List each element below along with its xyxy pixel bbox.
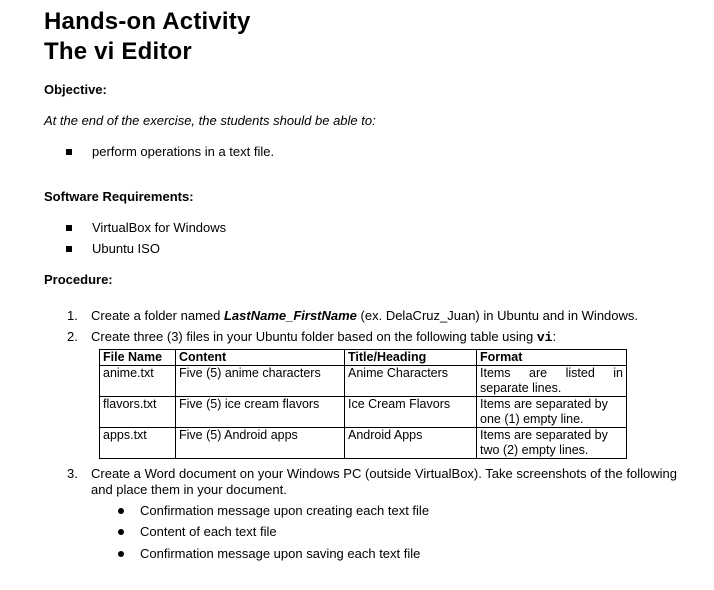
table-cell: Ice Cream Flavors [345, 397, 477, 428]
folder-name-example: LastName_FirstName [223, 308, 357, 323]
bullet-icon [118, 551, 124, 557]
square-bullet-icon [66, 149, 72, 155]
procedure-step-3: 3. Create a Word document on your Windows PC (outside VirtualBox). Take screenshots of the following and place them in your document. [67, 466, 677, 497]
column-header: File Name [100, 350, 176, 366]
procedure-step-1: 1. Create a folder named LastName_FirstName (ex. DelaCruz_Juan) in Ubuntu and in Windows. [67, 308, 639, 323]
screenshot-item: Confirmation message upon saving each text file [118, 546, 420, 561]
procedure-heading: Procedure: [44, 272, 113, 287]
objective-item: perform operations in a text file. [66, 144, 274, 159]
screenshot-item: Confirmation message upon creating each text file [118, 503, 429, 518]
column-header: Title/Heading [345, 350, 477, 366]
table-cell: Items are separated by two (2) empty lines. [477, 428, 627, 459]
objective-heading: Objective: [44, 82, 107, 97]
table-cell: apps.txt [100, 428, 176, 459]
procedure-step-2: 2. Create three (3) files in your Ubuntu folder based on the following table using vi: [67, 329, 557, 345]
vi-command: vi [536, 330, 553, 345]
table-row [100, 428, 627, 459]
screenshot-item: Content of each text file [118, 524, 277, 539]
square-bullet-icon [66, 225, 72, 231]
software-item: VirtualBox for Windows [66, 220, 226, 235]
column-header: Content [176, 350, 345, 366]
objective-intro: At the end of the exercise, the students should be able to: [44, 113, 376, 128]
table-cell: Items are separated by one (1) empty line. [477, 397, 627, 428]
table-cell: Five (5) ice cream flavors [176, 397, 345, 428]
bullet-icon [118, 529, 124, 535]
table-cell: Anime Characters [345, 366, 477, 397]
table-cell: Items are listed in separate lines. [477, 366, 627, 397]
table-header-row [100, 350, 627, 366]
step-3-text: Create a Word document on your Windows PC (outside VirtualBox). Take screenshots of the following and place them in your document. [91, 466, 677, 497]
column-header: Format [477, 350, 627, 366]
software-heading: Software Requirements: [44, 189, 194, 204]
files-table [99, 349, 627, 459]
square-bullet-icon [66, 246, 72, 252]
table-cell: Android Apps [345, 428, 477, 459]
document-title: Hands-on Activity [44, 8, 251, 35]
software-item: Ubuntu ISO [66, 241, 160, 256]
document-subtitle: The vi Editor [44, 38, 192, 65]
table-cell: Five (5) anime characters [176, 366, 345, 397]
bullet-icon [118, 508, 124, 514]
table-cell: anime.txt [100, 366, 176, 397]
table-cell: Five (5) Android apps [176, 428, 345, 459]
table-row [100, 366, 627, 397]
table-cell: flavors.txt [100, 397, 176, 428]
table-row [100, 397, 627, 428]
